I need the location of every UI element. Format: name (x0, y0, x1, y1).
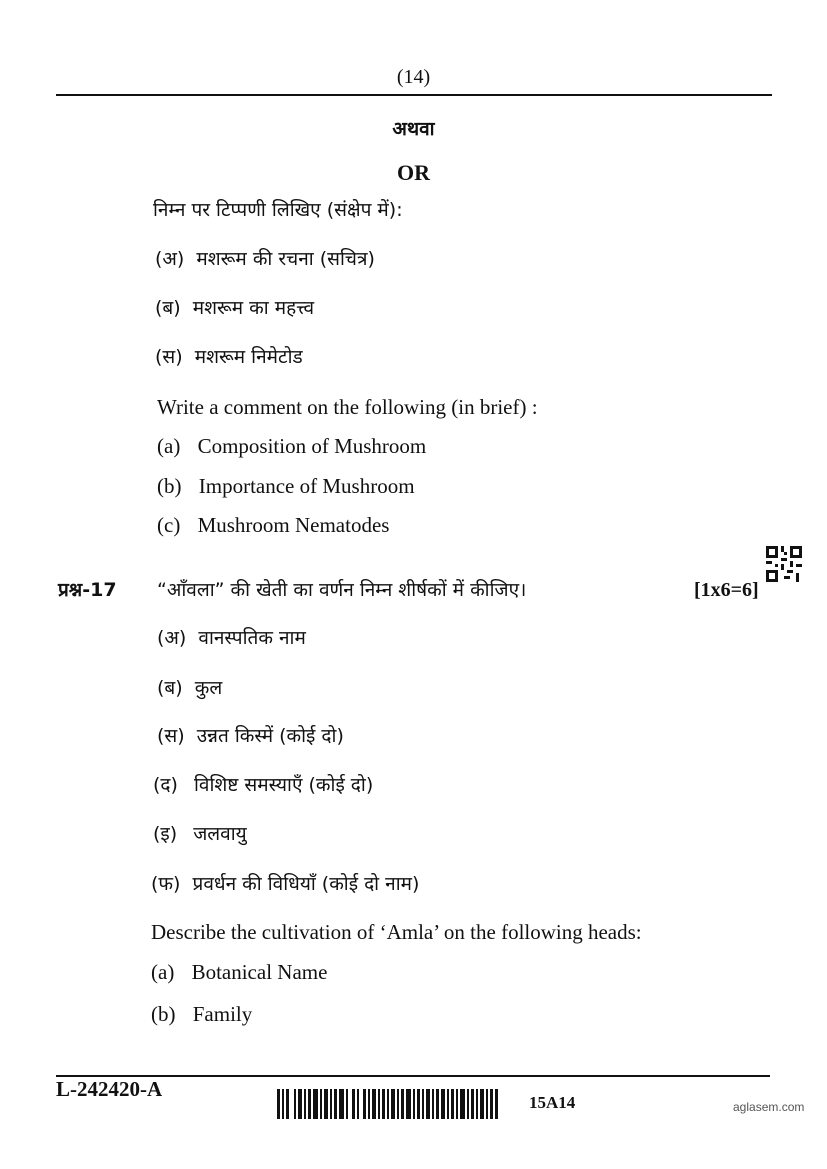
item-text: मशरूम निमेटोड (194, 346, 303, 368)
question-label: प्रश्न-17 (58, 579, 117, 601)
item-label: (ब) (155, 297, 181, 319)
item-label: (a) (151, 960, 175, 984)
item-label: (अ) (157, 627, 187, 649)
list-item (155, 245, 375, 271)
english-question-text: Describe the cultivation of ‘Amla’ on the following heads: (151, 920, 642, 944)
item-label: (b) (157, 474, 182, 498)
item-label: (द) (153, 774, 178, 796)
list-item (155, 343, 303, 369)
paper-code: L-242420-A (56, 1077, 163, 1101)
footer-rule (56, 1075, 770, 1077)
list-item (151, 960, 327, 985)
item-text: वानस्पतिक नाम (198, 627, 306, 649)
item-label: (ब) (157, 677, 183, 699)
item-text: मशरूम का महत्त्व (192, 297, 315, 319)
list-item (157, 513, 389, 538)
item-label: (स) (157, 725, 185, 747)
item-label: (c) (157, 513, 181, 537)
list-item (157, 674, 222, 700)
list-item (151, 1002, 252, 1027)
item-text: प्रवर्धन की विधियाँ (कोई दो नाम) (192, 873, 420, 895)
site-watermark: aglasem.com (733, 1100, 805, 1114)
english-or-heading: OR (397, 160, 430, 185)
barcode-icon (277, 1089, 499, 1119)
item-label: (a) (157, 434, 181, 458)
list-item (155, 294, 314, 320)
list-item (153, 820, 247, 846)
item-label: (अ) (155, 248, 185, 270)
item-text: जलवायु (193, 823, 247, 845)
item-text: विशिष्ट समस्याएँ (कोई दो) (193, 774, 374, 796)
header-rule (56, 94, 772, 96)
list-item (153, 771, 373, 797)
item-text: मशरूम की रचना (सचित्र) (196, 248, 375, 270)
item-label: (फ) (151, 873, 181, 895)
item-text: Botanical Name (191, 960, 328, 984)
hindi-or-heading: अथवा (392, 118, 435, 140)
series-code: 15A14 (529, 1093, 576, 1112)
item-text: Family (192, 1002, 253, 1026)
hindi-instruction: निम्न पर टिप्पणी लिखिए (संक्षेप में): (153, 199, 403, 221)
marks-badge: [1x6=6] (694, 579, 759, 601)
list-item (157, 434, 426, 459)
list-item (157, 474, 415, 499)
list-item (157, 624, 306, 650)
item-text: कुल (194, 677, 223, 699)
item-label: (स) (155, 346, 183, 368)
item-text: Mushroom Nematodes (197, 513, 390, 537)
english-instruction: Write a comment on the following (in brief) : (157, 395, 538, 419)
list-item (151, 870, 419, 896)
qr-code-icon (766, 546, 802, 582)
question-text: “आँवला” की खेती का वर्णन निम्न शीर्षकों में कीजिए। (157, 579, 527, 601)
item-text: Importance of Mushroom (198, 474, 415, 498)
item-label: (इ) (153, 823, 178, 845)
item-text: Composition of Mushroom (197, 434, 427, 458)
item-label: (b) (151, 1002, 176, 1026)
list-item (157, 722, 344, 748)
item-text: उन्नत किस्में (कोई दो) (196, 725, 344, 747)
page-number: (14) (396, 66, 431, 88)
